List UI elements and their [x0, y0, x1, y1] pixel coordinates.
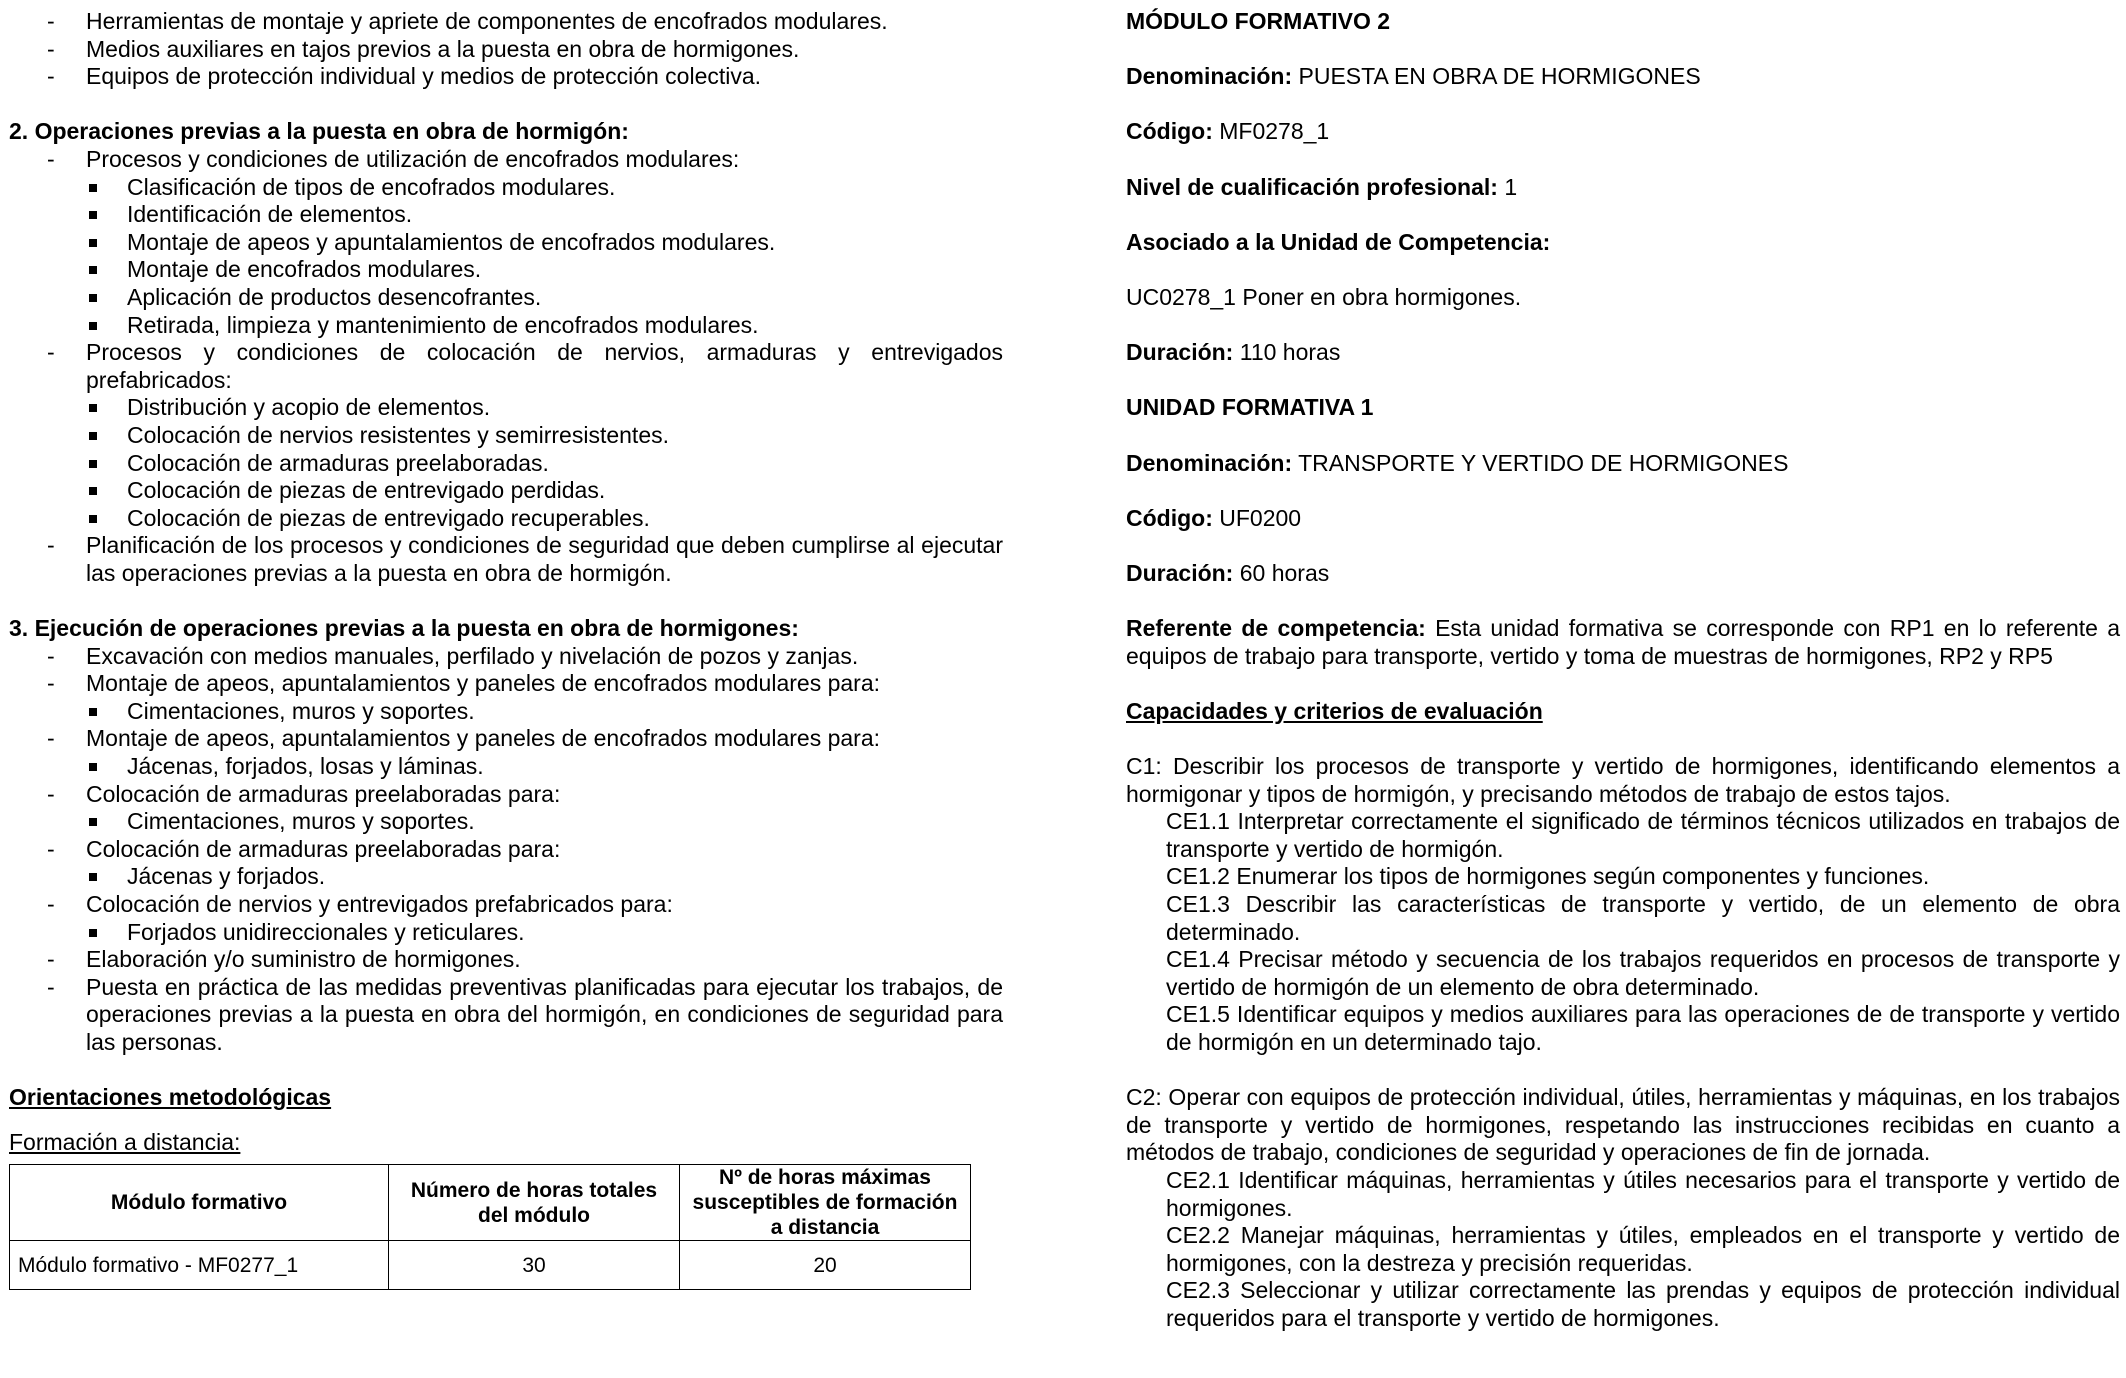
table-header: Nº de horas máximas susceptibles de formación a distancia: [680, 1165, 971, 1241]
criterion: CE1.2 Enumerar los tipos de hormigones según componentes y funciones.: [1166, 863, 1930, 890]
sub-list-item: Montaje de encofrados modulares.: [9, 256, 1003, 284]
unit-denomination-value: TRANSPORTE Y VERTIDO DE HORMIGONES: [1292, 449, 1789, 476]
sub-list-item: Clasificación de tipos de encofrados modulares.: [9, 174, 1003, 202]
table-row: [10, 1241, 971, 1290]
unit-denomination-label: Denominación:: [1126, 449, 1293, 476]
list-item: - Colocación de armaduras preelaboradas para:: [9, 781, 1003, 809]
list-item: - Herramientas de montaje y apriete de componentes de encofrados modulares.: [9, 8, 1003, 36]
reference-value: Esta unidad formativa se corresponde con RP1 en lo referente a equipos de trabajo para transporte, vertido y toma de muestras de hormigones, RP2 y RP5: [1126, 615, 2120, 669]
code-label: Código:: [1126, 118, 1213, 145]
sub-list-item: Colocación de armaduras preelaboradas.: [9, 450, 1003, 478]
unit-code-value: UF0200: [1212, 504, 1302, 531]
level-label: Nivel de cualificación profesional:: [1126, 173, 1498, 200]
criterion: CE1.5 Identificar equipos y medios auxiliares para las operaciones de de transporte y vertido de hormigón en un determinado tajo.: [1166, 1001, 2120, 1055]
level: [1126, 174, 2120, 202]
capacity-c1: C1: Describir los procesos de transporte y vertido de hormigones, identificando elementos a hormigonar y tipos de hormigón, y precisando métodos de trabajo de estos tajos.: [1126, 753, 2120, 807]
sub-list-item: Colocación de nervios resistentes y semirresistentes.: [9, 422, 1003, 450]
criterion: CE2.3 Seleccionar y utilizar correctamente las prendas y equipos de protección individual requeridos para el transporte y vertido de hormigones.: [1166, 1277, 2120, 1331]
level-value: 1: [1497, 173, 1518, 200]
unit-duration: [1126, 560, 2120, 588]
capacity-c2: C2: Operar con equipos de protección individual, útiles, herramientas y máquinas, en los trabajos de transporte y vertido de hormigones, respetando las instrucciones recibidas en cuanto a métodos de trabajo, condiciones de seguridad y operaciones de fin de jornada.: [1126, 1084, 2120, 1166]
unit-code: [1126, 505, 2120, 533]
list-item: - Procesos y condiciones de utilización de encofrados modulares:: [9, 146, 1003, 174]
duration-value: 110 horas: [1233, 339, 1341, 366]
list-item: - Colocación de armaduras preelaboradas para:: [9, 836, 1003, 864]
criterion: CE1.3 Describir las características de transporte y vertido, de un elemento de obra determinado.: [1166, 891, 2120, 945]
table-cell: 30: [389, 1241, 680, 1290]
table-header-row: [10, 1165, 971, 1241]
distance-label: Formación a distancia:: [9, 1128, 241, 1155]
denomination-value: PUESTA EN OBRA DE HORMIGONES: [1292, 63, 1701, 90]
sub-list-item: Cimentaciones, muros y soportes.: [9, 808, 1003, 836]
duration-label: Duración:: [1126, 339, 1234, 366]
criterion: CE2.2 Manejar máquinas, herramientas y útiles, empleados en el transporte y vertido de hormigones, con la destreza y precisión requeridas.: [1166, 1222, 2120, 1276]
criterion: CE1.4 Precisar método y secuencia de los trabajos requeridos en procesos de transporte y vertido de hormigón de un elemento de obra determinado.: [1166, 946, 2120, 1000]
table-cell: 20: [680, 1241, 971, 1290]
sub-list-item: Retirada, limpieza y mantenimiento de encofrados modulares.: [9, 312, 1003, 340]
list-item: - Medios auxiliares en tajos previos a la puesta en obra de hormigones.: [9, 36, 1003, 64]
table-header: Número de horas totales del módulo: [389, 1165, 680, 1241]
capacities-heading: Capacidades y criterios de evaluación: [1126, 697, 1543, 724]
sub-list-item: Cimentaciones, muros y soportes.: [9, 698, 1003, 726]
section-heading: 2. Operaciones previas a la puesta en obra de hormigón:: [9, 118, 629, 145]
criterion: CE1.1 Interpretar correctamente el significado de términos técnicos utilizados en trabajos de transporte y vertido de hormigón.: [1166, 808, 2120, 862]
denomination: [1126, 63, 2120, 91]
unit-code-label: Código:: [1126, 504, 1213, 531]
sub-list-item: Distribución y acopio de elementos.: [9, 394, 1003, 422]
orientations-heading: Orientaciones metodológicas: [9, 1084, 332, 1111]
list-item: - Planificación de los procesos y condiciones de seguridad que deben cumplirse al ejecutar las operaciones previas a la puesta en obra de hormigón.: [9, 532, 1003, 587]
right-column: [1126, 8, 2120, 1333]
reference-label: Referente de competencia:: [1126, 615, 1426, 642]
section-heading: 3. Ejecución de operaciones previas a la puesta en obra de hormigones:: [9, 615, 799, 642]
sub-list-item: Jácenas y forjados.: [9, 863, 1003, 891]
sub-list-item: Identificación de elementos.: [9, 201, 1003, 229]
sub-list-item: Jácenas, forjados, losas y láminas.: [9, 753, 1003, 781]
list-item: - Montaje de apeos, apuntalamientos y paneles de encofrados modulares para:: [9, 670, 1003, 698]
duration: [1126, 339, 2120, 367]
left-column: [9, 8, 1003, 1290]
hours-table: [9, 1164, 971, 1290]
list-item: - Excavación con medios manuales, perfilado y nivelación de pozos y zanjas.: [9, 643, 1003, 671]
associated-label: Asociado a la Unidad de Competencia:: [1126, 228, 1551, 255]
code-value: MF0278_1: [1212, 118, 1330, 145]
list-item: - Montaje de apeos, apuntalamientos y paneles de encofrados modulares para:: [9, 725, 1003, 753]
table-cell: Módulo formativo - MF0277_1: [10, 1241, 389, 1290]
list-item: - Puesta en práctica de las medidas preventivas planificadas para ejecutar los trabajos, de operaciones previas a la puesta en obra del hormigón, en condiciones de seguridad para las personas.: [9, 974, 1003, 1057]
code: [1126, 118, 2120, 146]
sub-list-item: Colocación de piezas de entrevigado perdidas.: [9, 477, 1003, 505]
sub-list-item: Aplicación de productos desencofrantes.: [9, 284, 1003, 312]
list-item: - Elaboración y/o suministro de hormigones.: [9, 946, 1003, 974]
denomination-label: Denominación:: [1126, 63, 1293, 90]
sub-list-item: Colocación de piezas de entrevigado recuperables.: [9, 505, 1003, 533]
module-title: MÓDULO FORMATIVO 2: [1126, 8, 1391, 34]
list-item: - Procesos y condiciones de colocación de nervios, armaduras y entrevigados prefabricados:: [9, 339, 1003, 394]
unit-denomination: [1126, 450, 2120, 478]
list-item: - Equipos de protección individual y medios de protección colectiva.: [9, 63, 1003, 91]
unit-title: UNIDAD FORMATIVA 1: [1126, 394, 1374, 421]
list-item: - Colocación de nervios y entrevigados prefabricados para:: [9, 891, 1003, 919]
criterion: CE2.1 Identificar máquinas, herramientas y útiles necesarios para el transporte y vertido de hormigones.: [1166, 1166, 2120, 1221]
unit-duration-value: 60 horas: [1233, 559, 1330, 586]
table-header: Módulo formativo: [10, 1165, 389, 1241]
uc-text: UC0278_1 Poner en obra hormigones.: [1126, 283, 1522, 310]
unit-duration-label: Duración:: [1126, 559, 1234, 586]
sub-list-item: Montaje de apeos y apuntalamientos de encofrados modulares.: [9, 229, 1003, 257]
sub-list-item: Forjados unidireccionales y reticulares.: [9, 919, 1003, 947]
competence-reference: [1126, 615, 2120, 670]
